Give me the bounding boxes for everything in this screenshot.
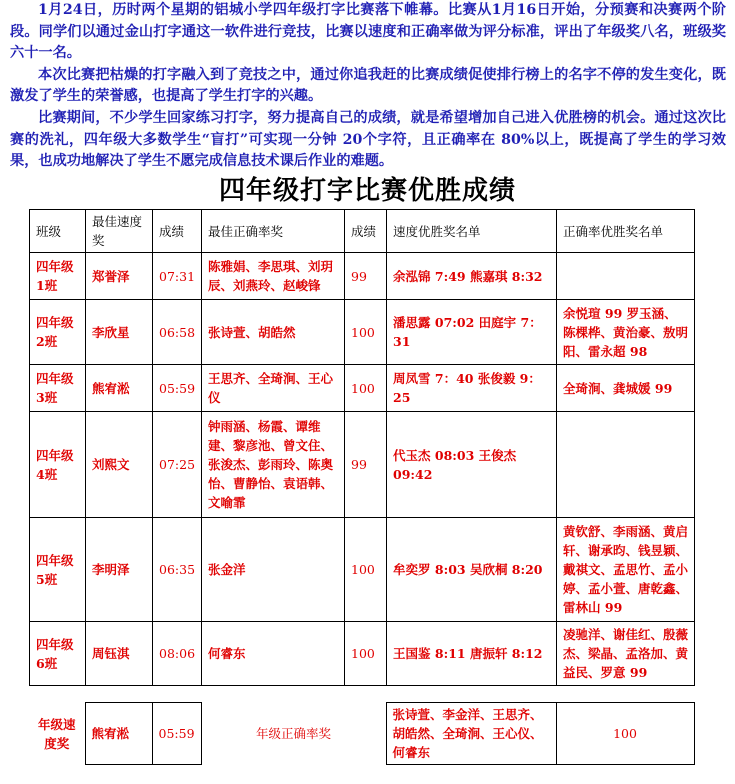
- grade-speed-winner: 熊宥淞: [85, 703, 152, 765]
- speed-winner-cell: 李欣星: [86, 300, 153, 365]
- header-accuracy-score: 成绩: [345, 210, 387, 253]
- accuracy-winners-cell: 何睿东: [202, 622, 345, 686]
- speed-list-cell: 周凤雪 7：40 张俊毅 9：25: [387, 365, 557, 412]
- header-best-accuracy: 最佳正确率奖: [202, 210, 345, 253]
- table-row: [30, 365, 695, 412]
- header-speed-list: 速度优胜奖名单: [387, 210, 557, 253]
- accuracy-list-cell: [557, 412, 695, 518]
- accuracy-winners-cell: 王思齐、全琦涧、王心仪: [202, 365, 345, 412]
- speed-winner-cell: 熊宥淞: [86, 365, 153, 412]
- accuracy-winners-cell: 张诗萱、胡皓然: [202, 300, 345, 365]
- intro-paragraph-1: 1月24日，历时两个星期的铝城小学四年级打字比赛落下帷幕。比赛从1月16日开始，分预赛和决赛两个阶段。同学们以通过金山打字通这一软件进行竞技，比赛以速度和正确率做为评分标准，评出了年级奖八名，班级奖六十一名。: [10, 2, 726, 62]
- accuracy-winners-cell: 陈雅娟、李思琪、刘玥辰、刘燕玲、赵峻锋: [202, 253, 345, 300]
- intro-text: [10, 0, 726, 173]
- speed-list-cell: 代玉杰 08:03 王俊杰 09:42: [387, 412, 557, 518]
- page-title: 四年级打字比赛优胜成绩: [218, 176, 516, 206]
- header-accuracy-list: 正确率优胜奖名单: [557, 210, 695, 253]
- accuracy-list-cell: 余悦瑄 99 罗玉涵、陈棵桦、黄治豪、敖明阳、雷永超 98: [557, 300, 695, 365]
- accuracy-list-cell: 黄钦舒、李雨涵、黄启轩、谢承昀、钱昱颖、戴祺文、孟思竹、孟小婷、孟小萱、唐乾鑫、雷林山 99: [557, 518, 695, 622]
- speed-list-cell: 余泓锦 7:49 熊嘉琪 8:32: [387, 253, 557, 300]
- accuracy-score-cell: 99: [345, 412, 387, 518]
- grade-accuracy-score: 100: [556, 703, 694, 765]
- speed-time-cell: 05:59: [153, 365, 202, 412]
- speed-time-cell: 07:25: [153, 412, 202, 518]
- accuracy-score-cell: 100: [345, 622, 387, 686]
- class-cell: 四年级4班: [30, 412, 86, 518]
- table-header-row: [30, 210, 695, 253]
- table-row: [30, 412, 695, 518]
- class-cell: 四年级2班: [30, 300, 86, 365]
- accuracy-score-cell: 99: [345, 253, 387, 300]
- speed-time-cell: 06:58: [153, 300, 202, 365]
- speed-time-cell: 07:31: [153, 253, 202, 300]
- speed-winner-cell: 周钰淇: [86, 622, 153, 686]
- class-cell: 四年级3班: [30, 365, 86, 412]
- results-table: [29, 209, 695, 686]
- speed-list-cell: 王国鉴 8:11 唐振轩 8:12: [387, 622, 557, 686]
- accuracy-list-cell: 全琦涧、龚城媛 99: [557, 365, 695, 412]
- speed-time-cell: 06:35: [153, 518, 202, 622]
- speed-time-cell: 08:06: [153, 622, 202, 686]
- accuracy-winners-cell: 钟雨涵、杨霞、谭维建、黎彦池、曾文住、张浚杰、彭雨玲、陈奥怡、曹静怡、袁语韩、文喻霏: [202, 412, 345, 518]
- accuracy-list-cell: 凌驰洋、谢佳红、殷薇杰、梁晶、孟洛加、黄益民、罗意 99: [557, 622, 695, 686]
- accuracy-score-cell: 100: [345, 518, 387, 622]
- accuracy-list-cell: [557, 253, 695, 300]
- class-cell: 四年级6班: [30, 622, 86, 686]
- class-cell: 四年级1班: [30, 253, 86, 300]
- grade-awards-row: [29, 703, 694, 765]
- speed-winner-cell: 刘熙文: [86, 412, 153, 518]
- header-best-speed: 最佳速度奖: [86, 210, 153, 253]
- accuracy-winners-cell: 张金洋: [202, 518, 345, 622]
- speed-list-cell: 牟奕罗 8:03 吴欣桐 8:20: [387, 518, 557, 622]
- header-class: 班级: [30, 210, 86, 253]
- speed-list-cell: 潘思露 07:02 田庭宇 7：31: [387, 300, 557, 365]
- intro-paragraph-3: 比赛期间，不少学生回家练习打字，努力提高自己的成绩，就是希望增加自己进入优胜榜的机会。通过这次比赛的洗礼，四年级大多数学生“盲打”可实现一分钟 20个字符，且正确率在 80%以上，既提高了学生的学习效果，也成功地解决了学生不愿完成信息技术课后作业的难题。: [10, 109, 726, 170]
- grade-speed-time: 05:59: [152, 703, 201, 765]
- table-row: [30, 622, 695, 686]
- grade-awards-table: [29, 702, 695, 765]
- header-speed-score: 成绩: [153, 210, 202, 253]
- speed-winner-cell: 李明泽: [86, 518, 153, 622]
- accuracy-score-cell: 100: [345, 365, 387, 412]
- table-row: [30, 518, 695, 622]
- table-row: [30, 300, 695, 365]
- grade-accuracy-label: 年级正确率奖: [256, 726, 332, 741]
- grade-speed-label: 年级速度奖: [37, 716, 76, 751]
- grade-accuracy-names: 张诗萱、李金洋、王思齐、胡皓然、全琦涧、王心仪、何睿东: [386, 703, 556, 765]
- intro-paragraph-2: 本次比赛把枯燥的打字融入到了竞技之中，通过你追我赶的比赛成绩促使排行榜上的名字不停的发生变化，既激发了学生的荣誉感，也提高了学生打字的兴趣。: [10, 66, 726, 105]
- speed-winner-cell: 郑誉泽: [86, 253, 153, 300]
- table-row: [30, 253, 695, 300]
- accuracy-score-cell: 100: [345, 300, 387, 365]
- class-cell: 四年级5班: [30, 518, 86, 622]
